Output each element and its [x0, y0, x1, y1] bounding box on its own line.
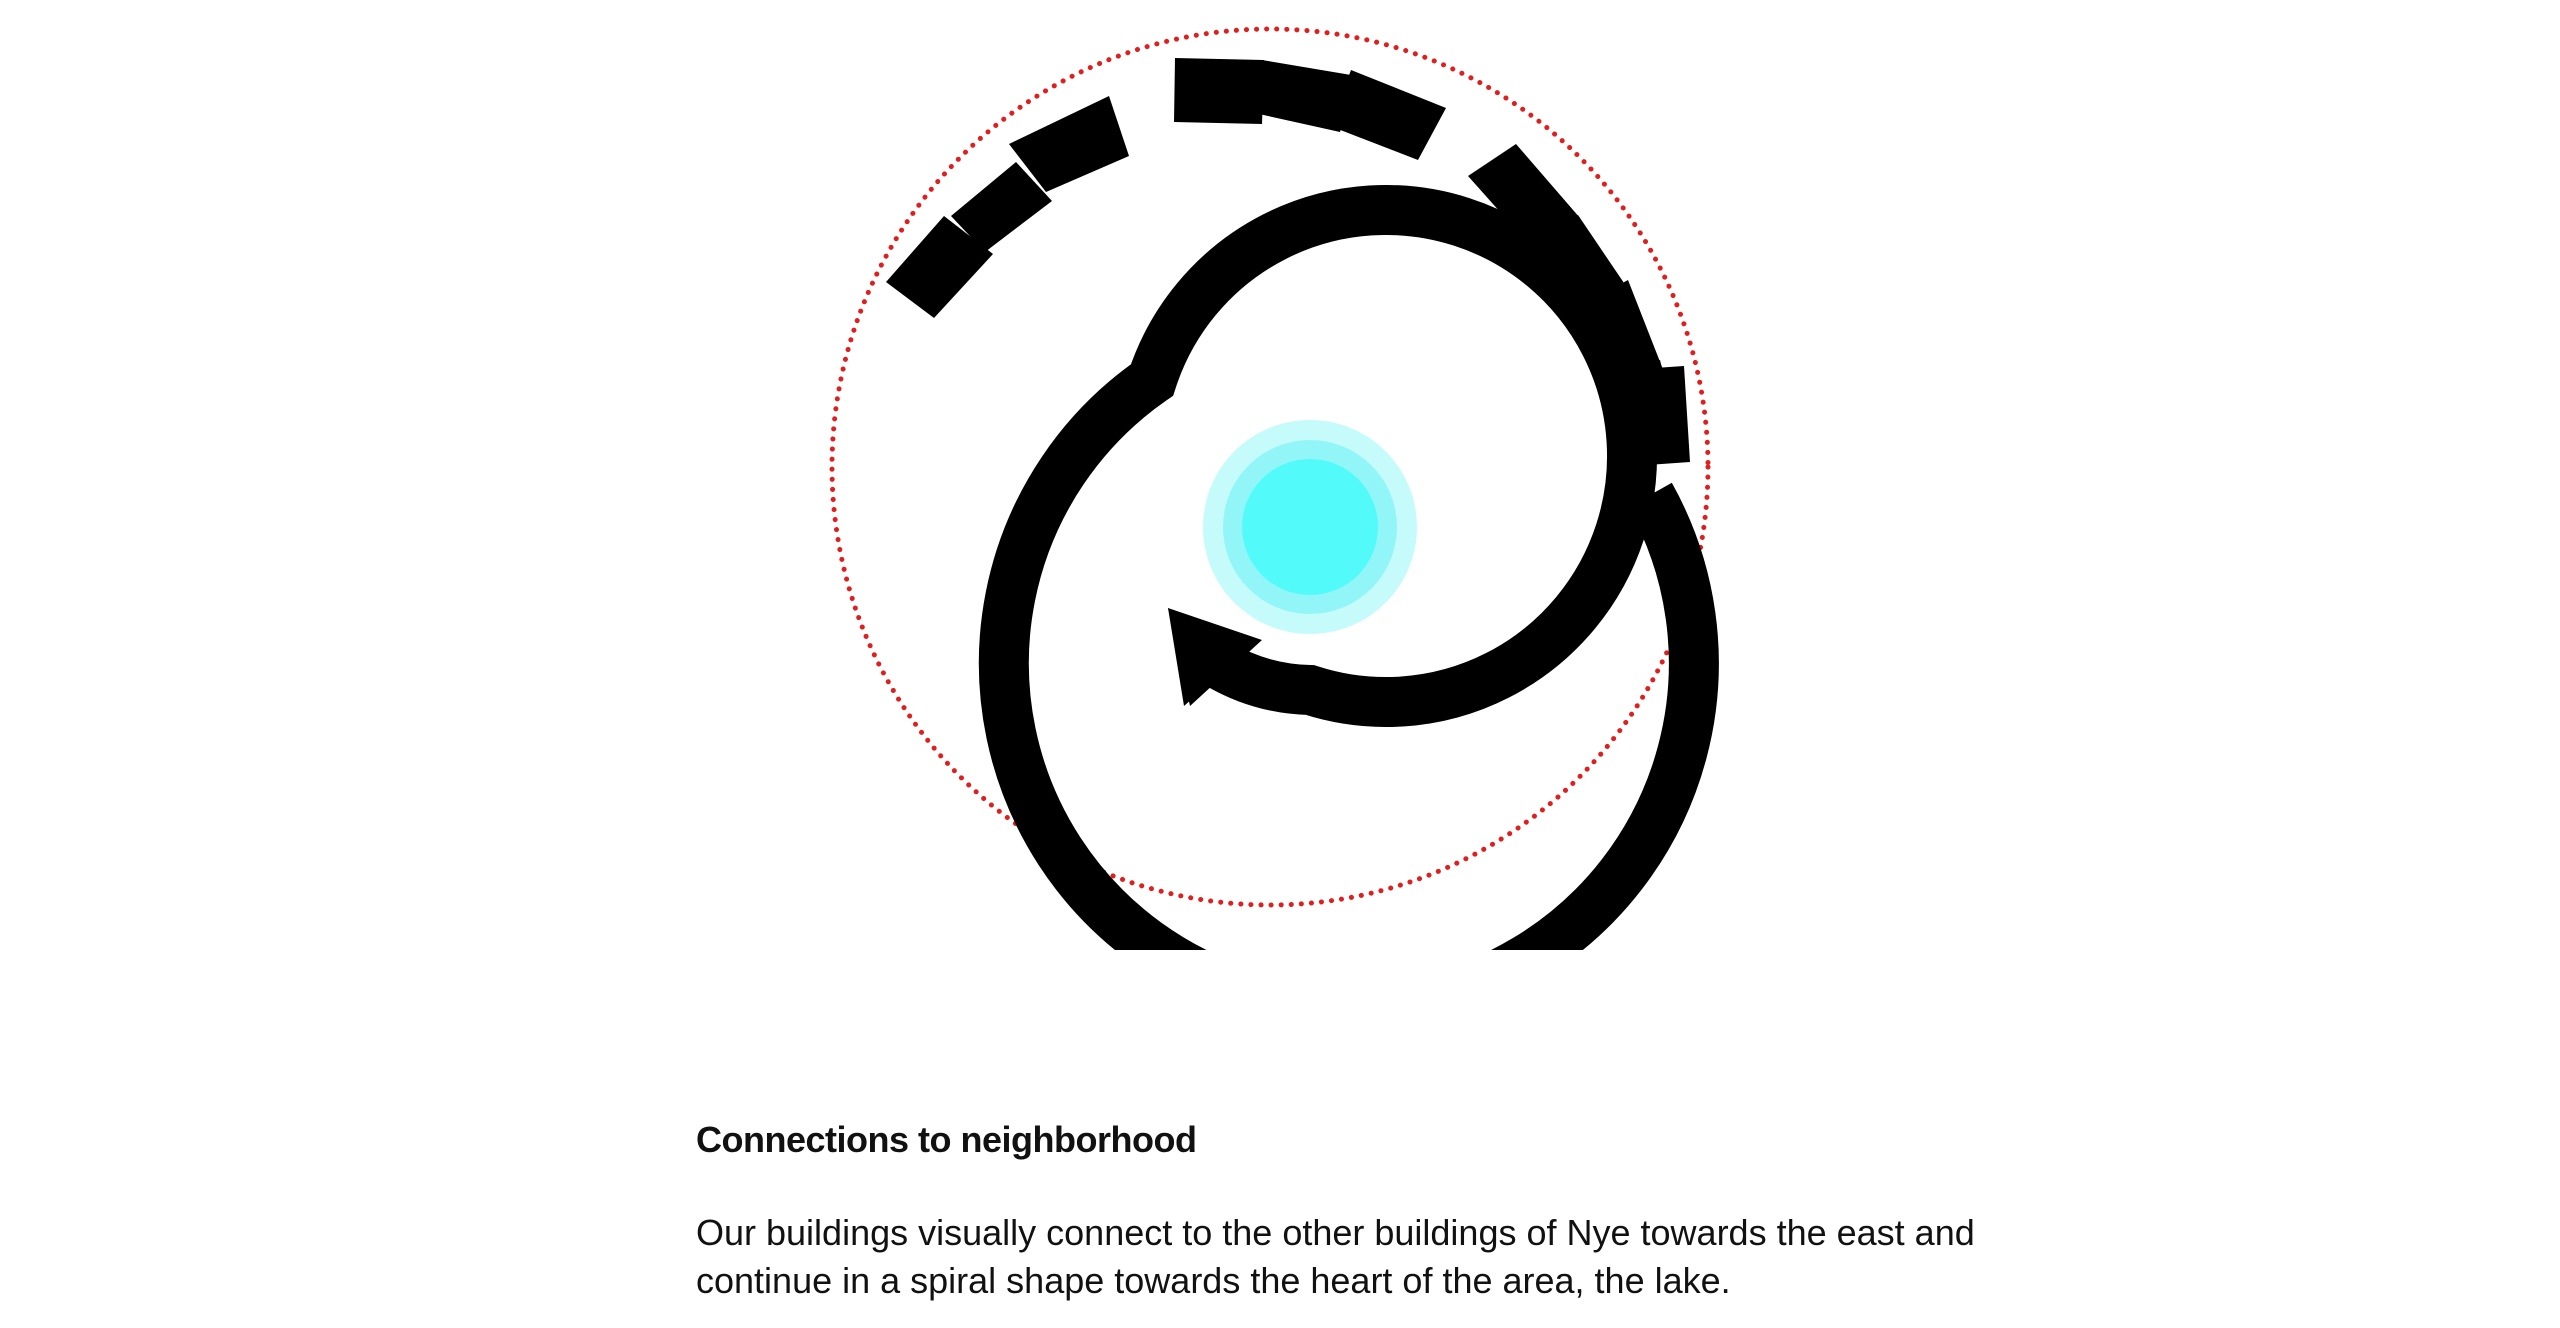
lake-core [1242, 459, 1378, 595]
buildings-northwest [886, 96, 1129, 318]
building-block [1174, 58, 1264, 124]
buildings-north [1174, 58, 1446, 160]
lake [1203, 420, 1417, 634]
building-block [1330, 70, 1446, 160]
caption-body: Our buildings visually connect to the other buildings of Nye towards the east and continue in a spiral shape towards the heart of the area, the lake. [696, 1212, 1975, 1302]
caption [696, 1118, 2096, 1305]
caption-title: Connections to neighborhood [696, 1119, 1197, 1160]
